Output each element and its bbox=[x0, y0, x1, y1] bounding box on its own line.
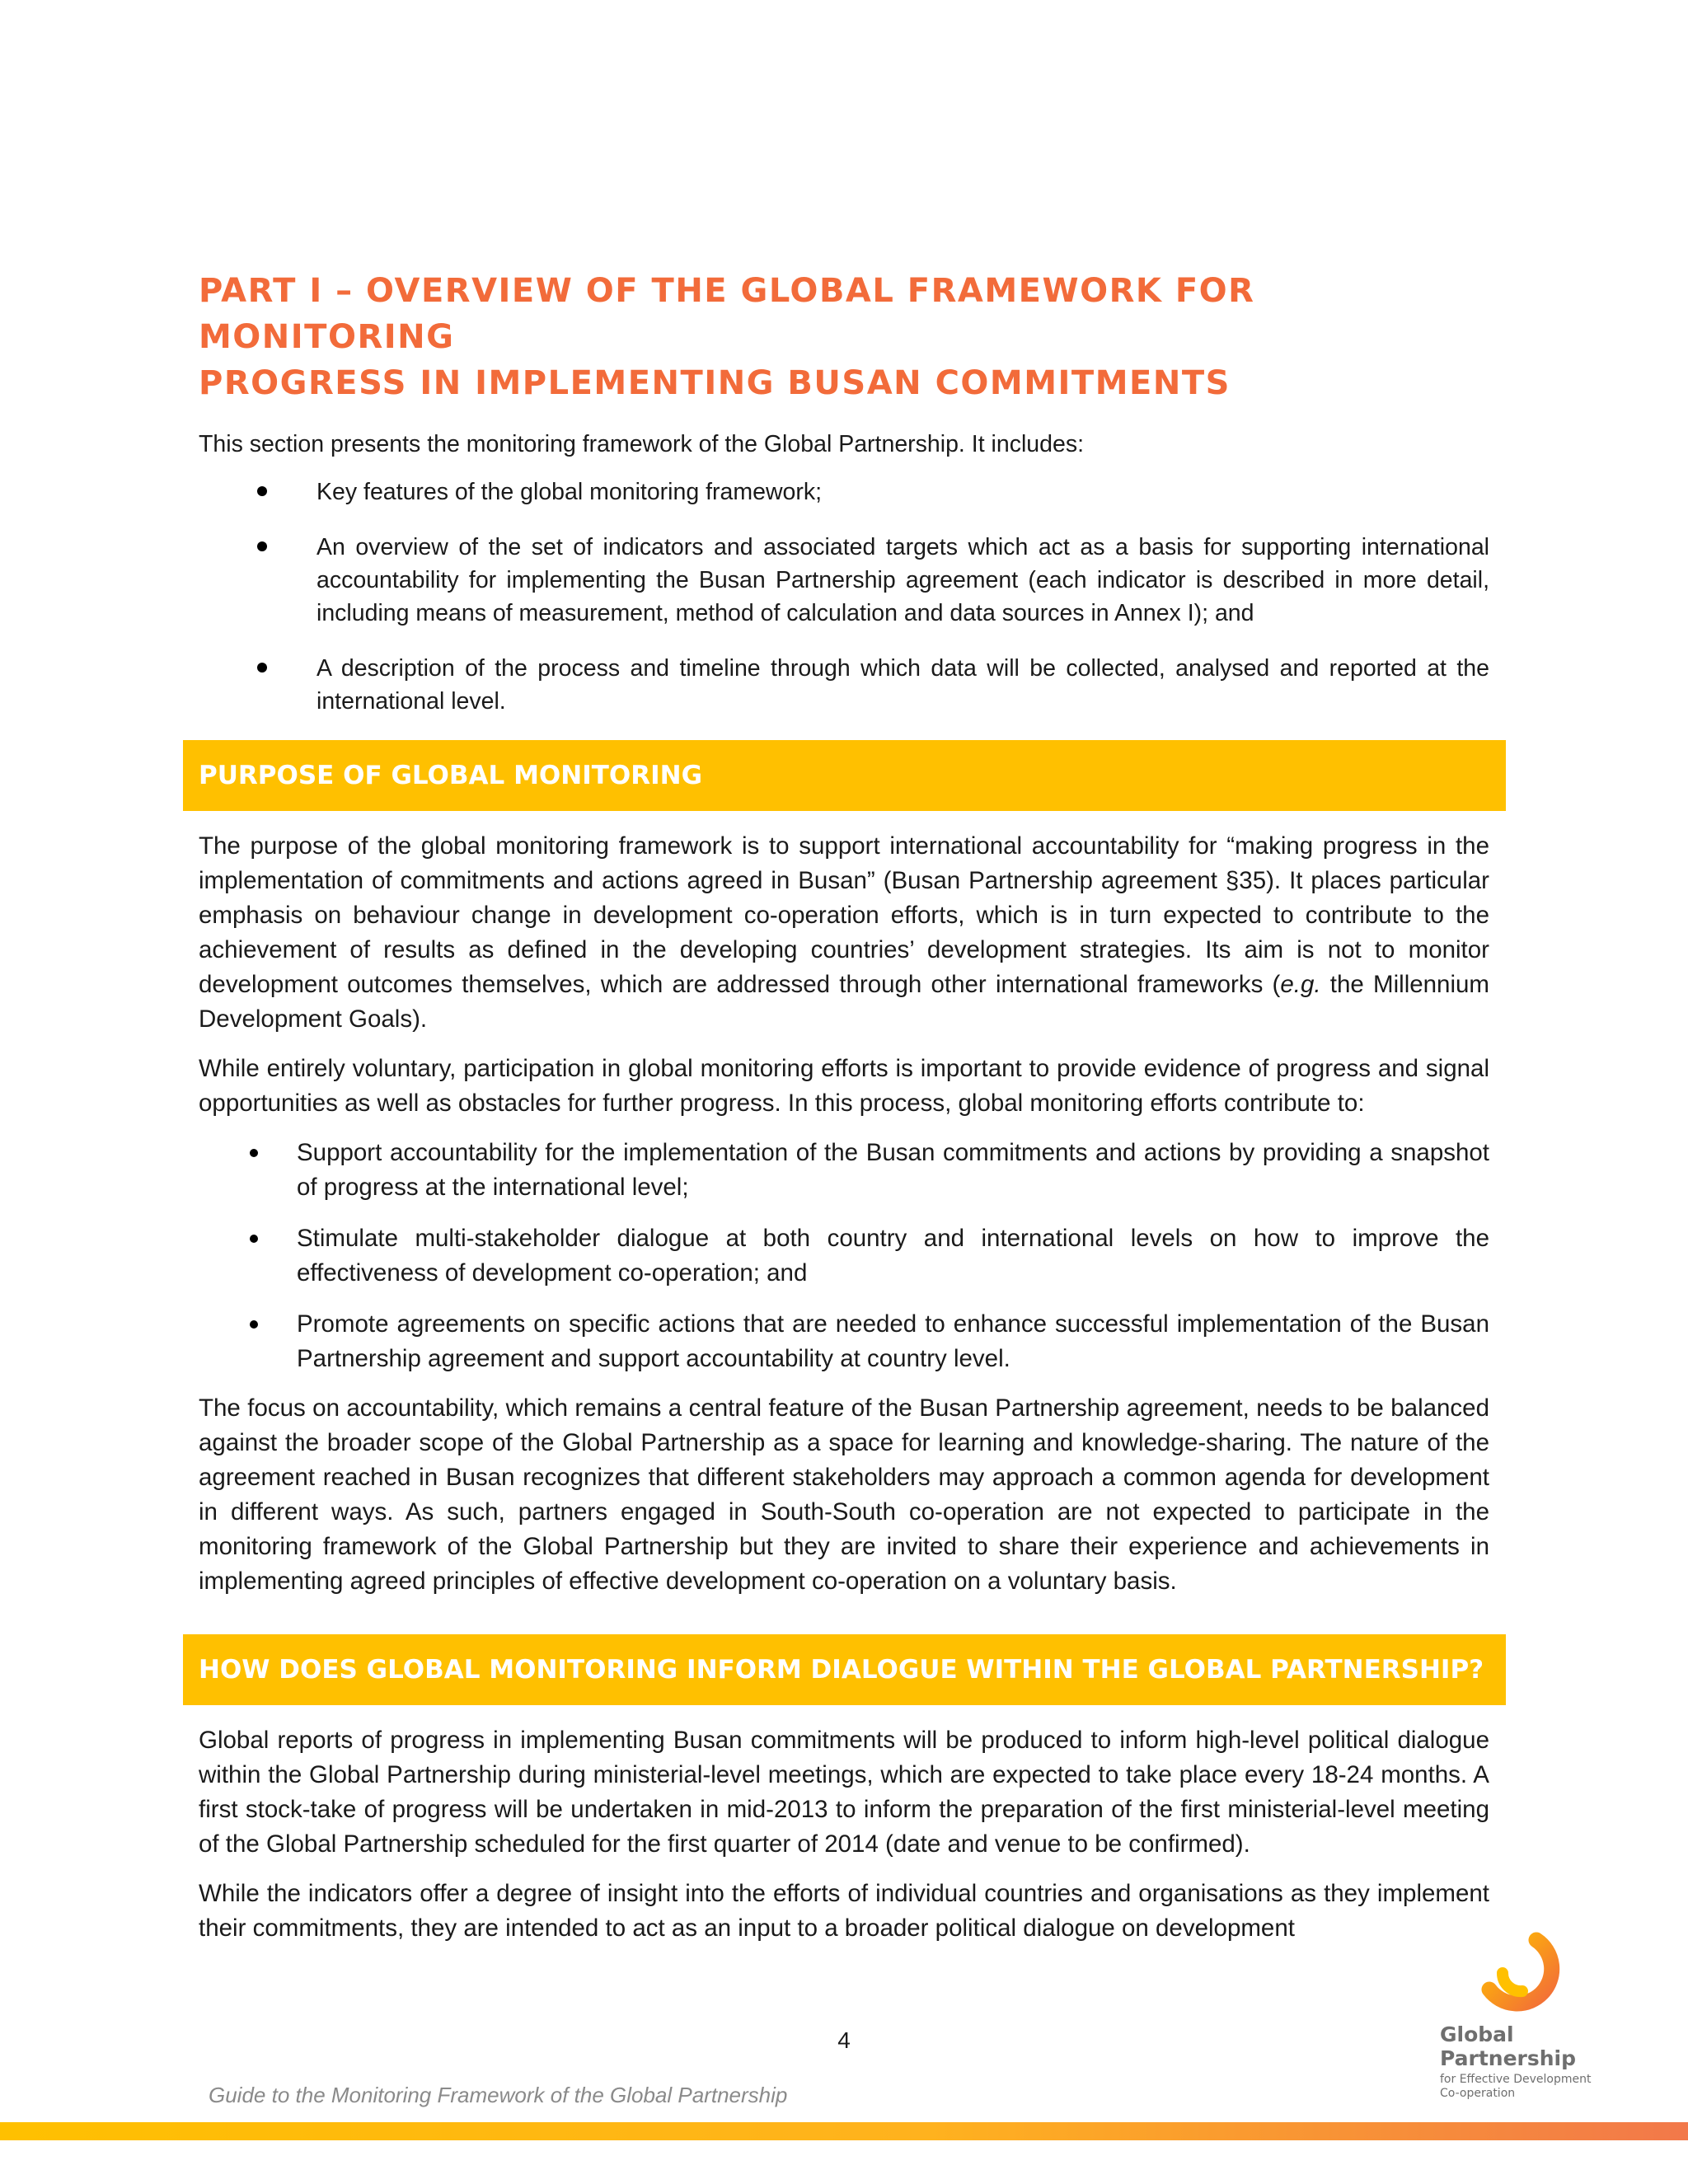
contribution-list bbox=[199, 1136, 1489, 1376]
page-number: 4 bbox=[837, 2027, 851, 2053]
paragraph bbox=[199, 829, 1489, 1037]
logo-ring-icon bbox=[1438, 1929, 1587, 2019]
emphasis-text: e.g. bbox=[1280, 971, 1321, 998]
paragraph: Global reports of progress in implementing Busan commitments will be produced to inform high-level political dialogue within the Global Partnership during ministerial-level meetings, which are expected to take place every 18-24 months. A first stock-take of progress will be undertaken in mid-2013 to inform the preparation of the first ministerial-level meeting of the Global Partnership scheduled for the first quarter of 2014 (date and venue to be confirmed). bbox=[199, 1727, 1489, 1858]
paragraph-text: The purpose of the global monitoring framework is to support international accountability for “making progress in the implementation of commitments and actions agreed in Busan” (Busan Partnership agreement §35). It places particular emphasis on behaviour change in development co-operation efforts, which is in turn expected to contribute to the achievement of results as defined in the developing countries’ development strategies. Its aim is not to monitor development outcomes themselves, which are addressed through other international frameworks ( bbox=[199, 832, 1489, 998]
part-heading bbox=[199, 268, 1489, 406]
list-item: Stimulate multi-stakeholder dialogue at both country and international levels on how to improve the effectiveness of development co-operation; and bbox=[199, 1221, 1489, 1291]
paragraph: While the indicators offer a degree of insight into the efforts of individual countries and organisations as they implement their commitments, they are intended to act as an input to a broader political dialogue on development bbox=[199, 1880, 1489, 1942]
list-item: Key features of the global monitoring framework; bbox=[199, 476, 1489, 509]
section-header-purpose: PURPOSE OF GLOBAL MONITORING bbox=[183, 740, 1506, 811]
list-item: Support accountability for the implementation of the Busan commitments and actions by providing a snapshot of progress at the international level; bbox=[199, 1136, 1489, 1205]
logo-text bbox=[1440, 2022, 1591, 2101]
footer-caption: Guide to the Monitoring Framework of the Global Partnership bbox=[209, 2083, 788, 2107]
logo-line: Global bbox=[1440, 2022, 1514, 2046]
global-partnership-logo bbox=[1438, 1929, 1628, 2110]
paragraph-text: the Millennium Development Goals). bbox=[199, 971, 1490, 1033]
part-heading-line2: PROGRESS IN IMPLEMENTING BUSAN COMMITMENTS bbox=[199, 364, 1231, 402]
paragraph: The focus on accountability, which remains a central feature of the Busan Partnership agreement, needs to be balanced against the broader scope of the Global Partnership as a space for learning and knowledge-sharing. The nature of the agreement reached in Busan recognizes that different stakeholders may approach a common agenda for development in different ways. As such, partners engaged in South-South co-operation are not expected to participate in the monitoring framework of the Global Partnership but they are invited to share their experience and achievements in implementing agreed principles of effective development co-operation on a voluntary basis. bbox=[199, 1394, 1489, 1595]
logo-line: Partnership bbox=[1440, 2046, 1577, 2070]
footer-bar bbox=[0, 2122, 1688, 2140]
list-item: An overview of the set of indicators and associated targets which act as a basis for supporting international accountability for implementing the Busan Partnership agreement (each indicator is described in more detail, including means of measurement, method of calculation and data sources in Annex I); and bbox=[199, 531, 1489, 630]
list-item: Promote agreements on specific actions that are needed to enhance successful implementation of the Busan Partnership agreement and support accountability at country level. bbox=[199, 1307, 1489, 1376]
paragraph: While entirely voluntary, participation in global monitoring efforts is important to provide evidence of progress and signal opportunities as well as obstacles for further progress. In this process, global monitoring efforts contribute to: bbox=[199, 1055, 1489, 1117]
feature-list bbox=[199, 476, 1489, 718]
page-content bbox=[199, 268, 1489, 1961]
logo-line: Co-operation bbox=[1440, 2087, 1516, 2100]
section-header-dialogue: HOW DOES GLOBAL MONITORING INFORM DIALOGUE WITHIN THE GLOBAL PARTNERSHIP? bbox=[183, 1634, 1506, 1705]
intro-text: This section presents the monitoring framework of the Global Partnership. It includes: bbox=[199, 431, 1085, 457]
list-item: A description of the process and timeline through which data will be collected, analysed and reported at the international level. bbox=[199, 652, 1489, 718]
part-heading-line1: PART I – OVERVIEW OF THE GLOBAL FRAMEWORK FOR MONITORING bbox=[199, 272, 1255, 356]
logo-line: for Effective Development bbox=[1440, 2073, 1592, 2086]
